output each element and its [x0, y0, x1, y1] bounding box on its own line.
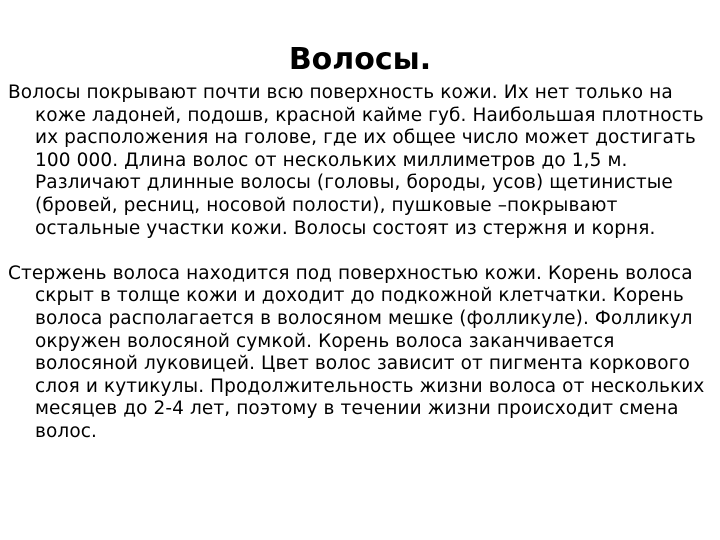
slide-body: [8, 82, 708, 444]
slide-title: Волосы.: [288, 42, 432, 77]
paragraph-hair-overview: Волосы покрывают почти всю поверхность кожи. Их нет только на коже ладоней, подошв, красной кайме губ. Наибольшая плотность их расположения на голове, где их общее число может достигать 100 000. Длина волос от нескольких миллиметров до 1,5 м. Различают длинные волосы (головы, бороды, усов) щетинистые (бровей, ресниц, носовой полости), пушковые –покрывают остальные участки кожи. Волосы состоят из стержня и корня.: [8, 82, 704, 239]
paragraph-hair-structure: Стержень волоса находится под поверхностью кожи. Корень волоса скрыт в толще кожи и доходит до подкожной клетчатки. Корень волоса располагается в волосяном мешке (фолликуле). Фолликул окружен волосяной сумкой. Корень волоса заканчивается волосяной луковицей. Цвет волос зависит от пигмента коркового слоя и кутикулы. Продолжительность жизни волоса от нескольких месяцев до 2-4 лет, поэтому в течении жизни происходит смена волос.: [8, 262, 705, 442]
